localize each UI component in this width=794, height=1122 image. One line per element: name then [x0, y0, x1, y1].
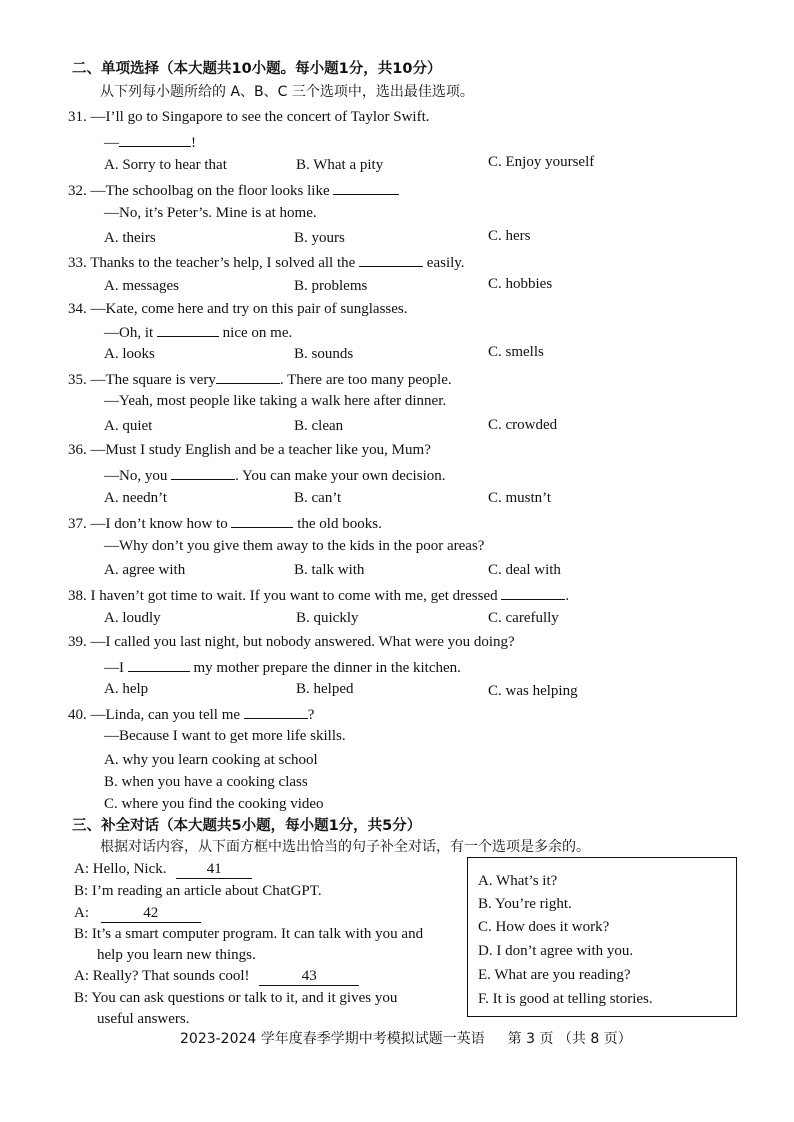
q32-option-b: B. yours [294, 230, 345, 246]
option-e: E. What are you reading? [478, 967, 631, 983]
q39-option-a: A. help [104, 681, 149, 697]
q36-blank [171, 465, 235, 480]
section2-instruction: 从下列每小题所给的 A、B、C 三个选项中，选出最佳选项。 [100, 84, 474, 100]
q34-response: —Oh, it nice on me. [104, 322, 292, 342]
q37-blank [231, 513, 293, 528]
q32-option-c: C. hers [488, 228, 531, 244]
footer-exam-title: 2023-2024 学年度春季学期中考模拟试题一英语 [180, 1031, 485, 1047]
q40-option-b: B. when you have a cooking class [104, 774, 308, 790]
q35-response: —Yeah, most people like taking a walk here after dinner. [104, 393, 447, 409]
q35-option-c: C. crowded [488, 417, 558, 433]
q32-response: —No, it’s Peter’s. Mine is at home. [104, 205, 317, 221]
q39-stem: 39. —I called you last night, but nobody answered. What were you doing? [68, 634, 515, 650]
dialogue-line-5: A: Really? That sounds cool! 43 [74, 967, 359, 986]
section3-title: 三、补全对话（本大题共5小题，每小题1分，共5分） [72, 818, 422, 834]
q31-stem: 31. —I’ll go to Singapore to see the concert of Taylor Swift. [68, 109, 430, 125]
option-f: F. It is good at telling stories. [478, 991, 653, 1007]
q36-option-c: C. mustn’t [488, 490, 552, 506]
q37-option-c: C. deal with [488, 562, 561, 578]
q37-option-a: A. agree with [104, 562, 186, 578]
section2-title: 二、单项选择（本大题共10小题。每小题1分，共10分） [72, 61, 442, 77]
option-a: A. What’s it? [478, 873, 558, 889]
q34-option-b: B. sounds [294, 346, 354, 362]
blank-42: 42 [101, 904, 201, 923]
blank-41: 41 [176, 860, 252, 879]
dialogue-line-2: B: I’m reading an article about ChatGPT. [74, 883, 322, 899]
q40-stem: 40. —Linda, can you tell me ? [68, 704, 314, 724]
q40-option-c: C. where you find the cooking video [104, 796, 324, 812]
q34-option-c: C. smells [488, 344, 544, 360]
dialogue-line-1: A: Hello, Nick. 41 [74, 860, 252, 879]
q34-stem: 34. —Kate, come here and try on this pair of sunglasses. [68, 301, 408, 317]
q33-blank [359, 252, 423, 267]
q39-option-c: C. was helping [488, 683, 578, 699]
q40-response: —Because I want to get more life skills. [104, 728, 346, 744]
q37-option-b: B. talk with [294, 562, 365, 578]
q35-stem: 35. —The square is very . There are too many people. [68, 369, 452, 389]
q33-option-a: A. messages [104, 278, 179, 294]
dialogue-line-6a: B: You can ask questions or talk to it, and it gives you [74, 990, 398, 1006]
q34-option-a: A. looks [104, 346, 155, 362]
q39-blank [128, 657, 190, 672]
option-d: D. I don’t agree with you. [478, 943, 634, 959]
q32-option-a: A. theirs [104, 230, 156, 246]
q35-option-b: B. clean [294, 418, 344, 434]
q38-option-b: B. quickly [296, 610, 359, 626]
q36-option-a: A. needn’t [104, 490, 168, 506]
q31-option-a: A. Sorry to hear that [104, 157, 227, 173]
q38-stem: 38. I haven’t got time to wait. If you want to come with me, get dressed . [68, 585, 569, 605]
q33-option-c: C. hobbies [488, 276, 553, 292]
q38-option-a: A. loudly [104, 610, 161, 626]
q36-option-b: B. can’t [294, 490, 342, 506]
q31-option-b: B. What a pity [296, 157, 384, 173]
option-b: B. You’re right. [478, 896, 572, 912]
q31-blank [119, 132, 191, 147]
q35-blank [216, 369, 280, 384]
q33-option-b: B. problems [294, 278, 368, 294]
q38-option-c: C. carefully [488, 610, 559, 626]
q35-option-a: A. quiet [104, 418, 153, 434]
q33-stem: 33. Thanks to the teacher’s help, I solved all the easily. [68, 252, 465, 272]
footer-page-number: 第 3 页 （共 8 页） [507, 1031, 632, 1047]
q39-option-b: B. helped [296, 681, 354, 697]
dialogue-line-6b: useful answers. [97, 1011, 190, 1027]
q38-blank [501, 585, 565, 600]
dialogue-line-4a: B: It’s a smart computer program. It can talk with you and [74, 926, 424, 942]
q36-stem: 36. —Must I study English and be a teacher like you, Mum? [68, 442, 431, 458]
page-footer [180, 1028, 632, 1048]
option-c: C. How does it work? [478, 919, 610, 935]
dialogue-line-3: A: 42 [74, 904, 201, 923]
q40-blank [244, 704, 308, 719]
q37-response: —Why don’t you give them away to the kids in the poor areas? [104, 538, 485, 554]
q37-stem: 37. —I don’t know how to the old books. [68, 513, 382, 533]
q36-response: —No, you . You can make your own decision. [104, 465, 445, 485]
q39-response: —I my mother prepare the dinner in the kitchen. [104, 657, 461, 677]
q34-blank [157, 322, 219, 337]
blank-43: 43 [259, 967, 359, 986]
q32-blank [333, 180, 399, 195]
dialogue-line-4b: help you learn new things. [97, 947, 256, 963]
q31-option-c: C. Enjoy yourself [488, 154, 595, 170]
q32-stem: 32. —The schoolbag on the floor looks like [68, 180, 399, 200]
q31-response: — ! [104, 132, 196, 152]
section3-instruction: 根据对话内容，从下面方框中选出恰当的句子补全对话，有一个选项是多余的。 [100, 839, 590, 855]
q40-option-a: A. why you learn cooking at school [104, 752, 318, 768]
